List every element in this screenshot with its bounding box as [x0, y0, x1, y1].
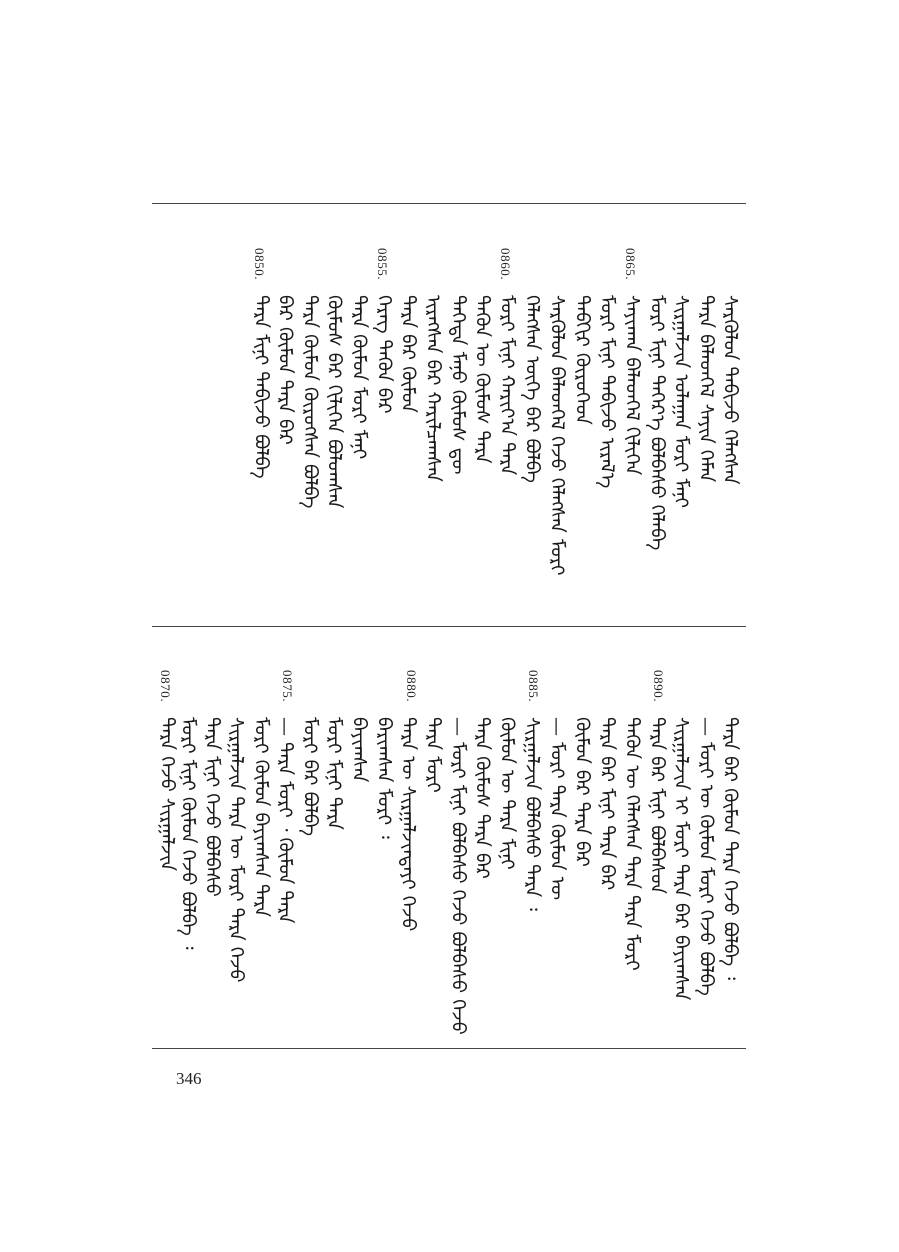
- line-number: 0865.: [623, 248, 638, 281]
- line-number: 0855.: [375, 248, 390, 281]
- text-column: ᠲᠡᠷᠡ ᠬᠦᠮᠦᠰ ᠲᠡᠷᠡ ᠪᠡᠷ: [471, 717, 493, 879]
- text-column: ᠲᠡᠭᠡᠳᠡ ᠮᠠᠨᠤ ᠬᠦᠮᠦᠰ ᠳᠦ: [447, 295, 469, 475]
- text-column: ᠪᠠᠷᠢᠭᠰᠠᠨ ᠮᠣᠷᠢ ᠄: [373, 717, 395, 839]
- text-column: ᠲᠡᠷᠡ ᠭᠡᠵᠦ ᠰᠢᠷᠭᠠᠯᠵᠢᠨ: [156, 717, 178, 872]
- text-column: ᠪᠠᠶᠢᠭᠰᠠᠨ: [348, 717, 370, 783]
- text-column: ᠰᠢᠷᠭᠠᠯᠵᠢᠨ ᠪᠣᠯᠪᠠᠰᠤ ᠲᠡᠷᠡ ᠄: [521, 717, 543, 911]
- text-column: ᠲᠡᠷᠡ ᠪᠡᠷ ᠬᠦᠮᠦᠨ: [397, 295, 419, 413]
- text-column: ᠲᠡᠷᠡ ᠬᠦᠮᠦᠨ ᠬᠦᠷᠦᠭᠰᠡᠨ ᠪᠣᠯᠪᠠ: [299, 295, 321, 509]
- text-column: ᠲᠡᠭᠦᠨ ᠦ ᠬᠡᠯᠡᠭᠰᠡᠨ ᠲᠡᠷᠡ ᠲᠡᠷᠡ ᠮᠣᠷᠢ: [621, 717, 643, 971]
- text-column: ᠮᠣᠷᠢ ᠮᠢᠨᠢ ᠲᠠᠪᠢᠵᠤ ᠢᠷᠡᠯ᠎ᠡ: [596, 295, 618, 489]
- text-column: — ᠮᠣᠷᠢ ᠲᠡᠷᠡ ᠬᠦᠮᠦᠨ ᠦ: [546, 717, 568, 901]
- top-rule: [152, 203, 746, 204]
- top-text-block: [152, 240, 746, 576]
- text-column: — ᠲᠡᠷᠡ ᠮᠣᠷᠢ ᠂ ᠬᠦᠮᠦᠨ ᠲᠡᠷᠡ: [274, 717, 296, 924]
- text-column: ᠲᠡᠷᠡ ᠮᠢᠨᠢ ᠭᠡᠵᠦ ᠪᠣᠯᠪᠠᠰᠤ: [201, 717, 223, 897]
- text-column: ᠬᠦᠮᠦᠨ ᠦ ᠲᠡᠷᠡ ᠮᠢᠨᠢ: [496, 717, 518, 870]
- text-column: ᠲᠡᠷᠡ ᠮᠢᠨᠢ ᠲᠠᠪᠢᠵᠤ ᠪᠣᠯᠪᠠ: [250, 295, 272, 479]
- text-column: — ᠮᠣᠷᠢ ᠦ ᠬᠦᠮᠦᠨ ᠮᠣᠷᠢ ᠭᠡᠵᠦ ᠪᠣᠯᠪᠠ: [695, 717, 717, 996]
- line-number: 0850.: [252, 248, 267, 281]
- text-column: ᠲᠡᠷᠡ ᠮᠣᠷᠢ: [422, 717, 444, 793]
- text-column: ᠮᠣᠷᠢ ᠮᠢᠨᠢ ᠬᠦᠮᠦᠨ ᠭᠡᠵᠦ ᠪᠣᠯᠪᠠ ᠄: [177, 717, 199, 950]
- text-column: ᠲᠡᠷᠡ ᠪᠡᠷ ᠮᠢᠨᠢ ᠲᠡᠷᠡ ᠪᠡᠷ: [596, 717, 618, 891]
- text-column: ᠬᠡᠷᠡᠭ ᠲᠡᠭᠦᠨ ᠪᠠᠷ: [373, 295, 395, 414]
- text-column: ᠢᠷᠡᠭᠰᠡᠨ ᠪᠠᠷ ᠬᠠᠷᠢᠯᠴᠠᠭᠰᠠᠨ: [422, 295, 444, 482]
- text-column: ᠮᠣᠷᠢ ᠮᠢᠨᠢ ᠲᠡᠷᠡ: [323, 717, 345, 830]
- line-number: 0870.: [158, 670, 173, 703]
- text-column: ᠰᠢᠷᠭᠠᠯᠵᠢᠨ ᠢ ᠮᠣᠷᠢ ᠲᠡᠷᠡ ᠪᠡᠷ ᠪᠠᠶᠢᠭᠰᠠᠨ: [670, 717, 692, 1001]
- text-column: ᠰᠡᠷᠭᠦᠯᠦᠨ ᠪᠡᠯᠡᠳᠬᠡᠯ ᠭᠡᠵᠦ ᠬᠡᠯᠡᠭᠰᠡᠨ ᠮᠣᠷᠢ: [546, 295, 568, 576]
- text-column: ᠮᠣᠷᠢ ᠮᠢᠨᠢ ᠬᠠᠷᠢᠶ᠎ᠠ ᠲᠡᠷᠡ: [496, 295, 518, 476]
- text-column: ᠲᠡᠷᠡ ᠬᠦᠮᠦᠨ ᠮᠣᠷᠢ ᠮᠠᠨᠢ: [348, 295, 370, 460]
- line-number: 0885.: [526, 670, 541, 703]
- text-column: ᠲᠡᠷᠡ ᠦ ᠰᠢᠷᠭᠠᠯᠵᠢᠨᠲᠠᠶᠢ ᠭᠡᠵᠦ: [397, 717, 419, 932]
- text-column: ᠮᠣᠷᠢ ᠮᠢᠨᠢ ᠳᠡᠭᠡᠷ᠎ᠡ ᠪᠣᠯᠪᠠᠰᠤ ᠬᠡᠯᠡᠪᠡ: [646, 295, 668, 551]
- line-number: 0860.: [498, 248, 513, 281]
- text-column: ᠬᠡᠯᠡᠭᠰᠡᠨ ᠦᠭᠡ ᠪᠠᠷ ᠪᠣᠯᠪᠠ: [521, 295, 543, 484]
- text-column: ᠲᠡᠷᠡ ᠪᠡᠯᠡᠳᠬᠡᠯ ᠰᠠᠶᠢᠨ ᠬᠡᠮᠡᠨ: [695, 295, 717, 483]
- text-column: ᠲᠡᠭᠦᠨ ᠦ ᠬᠦᠮᠦᠰ ᠲᠡᠷᠡ: [471, 295, 493, 464]
- bottom-rule: [152, 1048, 746, 1049]
- text-column: ᠮᠣᠷᠢ ᠪᠡᠷ ᠪᠣᠯᠪᠠ: [299, 717, 321, 837]
- text-column: ᠳᠠᠪᠬᠢᠷ ᠬᠦᠷᠦᠭᠡᠳ: [571, 295, 593, 425]
- line-number: 0880.: [404, 670, 419, 703]
- text-column: ᠬᠦᠮᠦᠨ ᠪᠡᠷ ᠲᠡᠷᠡ ᠪᠠᠷ: [571, 717, 593, 867]
- middle-rule: [152, 626, 746, 627]
- text-column: — ᠮᠣᠷᠢ ᠮᠢᠨᠢ ᠪᠣᠯᠪᠠᠰᠤ ᠭᠡᠵᠦ ᠪᠣᠯᠪᠠᠰᠤ ᠭᠡᠵᠦ: [447, 717, 469, 1035]
- bottom-text-block: [152, 662, 746, 1035]
- text-column: ᠰᠡᠷᠭᠦᠯᠦᠨ ᠲᠠᠪᠢᠵᠤ ᠬᠡᠯᠡᠭᠰᠡᠨ: [719, 295, 741, 485]
- text-column: ᠪᠠᠷ ᠬᠦᠮᠦᠨ ᠲᠡᠷᠡ ᠪᠡᠷ: [274, 295, 296, 445]
- text-column: ᠰᠢᠷᠭᠠᠯᠵᠢᠨ ᠲᠡᠷᠡ ᠦ ᠮᠣᠷᠢ ᠲᠡᠷᠡ ᠭᠡᠵᠦ: [225, 717, 247, 983]
- text-column: ᠲᠡᠷᠡ ᠪᠡᠷ ᠮᠢᠨᠢ ᠪᠣᠯᠪᠠᠰᠤᠨ: [646, 717, 668, 894]
- page-number: 346: [176, 1069, 202, 1088]
- text-column: ᠰᠢᠷᠭᠠᠯᠵᠢᠨ ᠤᠯᠠᠭᠠᠨ ᠮᠣᠷᠢ ᠮᠠᠨᠢ: [670, 295, 692, 509]
- line-number: 0875.: [280, 670, 295, 703]
- line-number: 0890.: [651, 670, 666, 703]
- text-column: ᠬᠦᠮᠦᠰ ᠪᠠᠷ ᠬᠢᠯᠢᠭᠡᠨ ᠪᠣᠯᠤᠭᠰᠠᠨ: [323, 295, 345, 509]
- text-column: ᠲᠡᠷᠡ ᠪᠡᠷ ᠬᠦᠮᠦᠨ ᠲᠡᠷᠡ ᠭᠡᠵᠦ ᠪᠣᠯᠪᠠ ᠄: [719, 717, 741, 981]
- text-column: ᠮᠣᠷᠢ ᠬᠦᠮᠦᠨ ᠪᠠᠶᠢᠭᠰᠠᠨ ᠲᠡᠷᠡ: [250, 717, 272, 918]
- text-column: ᠰᠠᠶᠢᠬᠠᠨ ᠪᠡᠯᠡᠳᠬᠡᠯ ᠬᠢᠯᠢᠭᠡᠨ: [621, 295, 643, 476]
